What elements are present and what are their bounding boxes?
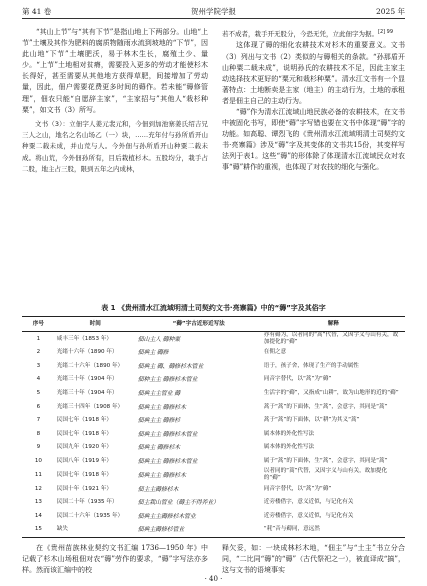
body-paragraph: “其山上节”与“其有下节”是指山地上下两部分。山地“上节”土壤及其作为肥料的腐质物随雨水流到坡地的“下节”，因此山地“下节”土壤肥沃，易于林木生长，腐殖土少、量少。“上节”土地相对贫瘠，需要投入更多的劳动才能使杉木长得好，甚至需要从其他地方获得草肥，间接增加了劳动量，因此，佃户需要花费更多时间的薅作。若未能“薅修管理”，佃农只能“自愿辞主家”，“主家招与”其他人“栽杉种粟”，如文书（3）所写。 [22, 28, 208, 114]
row-date: 光绪十六年（1890 年） [56, 349, 118, 356]
bottom-right-paragraph [222, 543, 405, 576]
body-paragraph: 释欠妥，如：一块成林杉木地，“佃主”与“土主”书立分合同，“二比同“薅”的“薅”（古代祭祀之一），被直译成“搞”，这与文书的语境事实 [222, 544, 405, 575]
row-date: 民国八年（1919 年） [56, 458, 112, 465]
row-variant-form: 佃山主人 薅种粟 [137, 335, 180, 343]
column-header: 解释 [262, 317, 405, 332]
row-explanation: 在佣之意 [263, 349, 287, 356]
row-explanation: 蒿于“蒿”的下面体，生“蒿”，会意字，其同是“蒿” [263, 403, 388, 410]
table-row [22, 414, 405, 428]
table-row [22, 510, 405, 524]
year-label: 2025 年 [376, 7, 405, 16]
citation-ref: [2] 99 [378, 29, 394, 35]
row-date: 民国九年（1920 年） [56, 444, 112, 451]
row-number: 11 [34, 471, 42, 478]
row-number: 6 [36, 403, 41, 410]
row-date: 光绪三十四年（1908 年） [56, 403, 124, 410]
table-row [22, 332, 405, 347]
table-row [22, 428, 405, 442]
table-row [22, 400, 405, 414]
row-number: 4 [36, 376, 41, 383]
row-number: 13 [34, 499, 42, 506]
row-date: 缺失 [55, 523, 136, 537]
row-variant-form: 佃主主薅修杉木 [137, 485, 179, 493]
row-number: 7 [36, 417, 41, 424]
row-date: 光绪三十年（1904 年） [56, 376, 118, 383]
row-date: 光绪二十六年（1890 年） [56, 362, 124, 369]
row-explanation: 近旁楼借字，意义近似，与记化有关 [263, 512, 354, 519]
row-number: 8 [36, 430, 41, 437]
table-caption: 表 1 《贵州清水江流域明清土司契约文书·亮寨篇》中的“薅”字及其俗字 [101, 304, 326, 312]
row-date: 咸丰三年（1853 年） [56, 335, 112, 342]
hao-character-table [22, 316, 405, 538]
left-column [22, 27, 208, 175]
table-row [22, 346, 405, 360]
row-explanation: 属本体的外化性写法 [263, 444, 315, 451]
journal-title: 贺州学院学报 [191, 7, 236, 16]
table-row [22, 373, 405, 387]
column-header: “薅”字古近形近写法 [136, 317, 262, 332]
column-header: 序号 [22, 317, 55, 332]
body-paragraph: 在《贵州苗族林业契约文书汇编 1736—1950 年》中记载了杉木山场租佃对农“薅”劳作的要求，“薅”字写法亦多样。然而该汇编中的校 [22, 544, 208, 575]
row-variant-form: 佃典主主薅修杉木管业 [137, 512, 196, 520]
running-header [22, 5, 405, 19]
row-explanation: 蒿于“蒿”的下面体，以“耕”为其义“蒿” [263, 417, 360, 424]
table-row [22, 387, 405, 401]
table-row [22, 441, 405, 455]
row-explanation: “耗”音与薅同，意远然 [262, 523, 405, 537]
row-variant-form: 佃种主主 薅修杉木管业 [137, 376, 198, 384]
row-variant-form: 佃典主 薅修 [137, 349, 169, 357]
row-explanation: 同音字替代，以“蒿”为“薅” [263, 376, 332, 383]
row-number: 1 [36, 335, 41, 342]
body-paragraph: 这体现了薅的细化农耕技术对杉木的重要意义。文书（3）列出与文书（2）类似的与薅相关的条款。“孙那盾开山种粟二载未成”，说明孙氏的农耕技术不足，因此主家主动选择技术更好的“粟元和栽杉种粟”。清水江文书有一个显著特点：土地断卖是主家（地主）的主动行为，土地的承租者是佃主自己的主动行为。 [222, 41, 405, 105]
row-number: 3 [36, 362, 41, 369]
quote-tail: 若不成者，栽手开无股分，今恐无凭，立此佃字为据。 [222, 30, 378, 39]
table-row [22, 455, 405, 469]
row-explanation: 同音字替代，以“蒿”为“薅” [263, 485, 332, 492]
table-row [22, 523, 405, 537]
row-date: 民国七年（1918 年） [56, 430, 112, 437]
row-variant-form: 佃典主主管业 薅 [137, 390, 180, 398]
page-number: · 40 · [204, 575, 223, 583]
row-explanation: 属于“蒿”的下面体，生“蒿”，会意字，其同是“蒿” [263, 458, 388, 465]
row-variant-form: 佃主栽山管业（薅主不得养业） [137, 499, 219, 507]
table-row [22, 468, 405, 482]
row-explanation: 亦有薅为，以者同的“蒿”代替，又因字义与山有关，故加提化的“薅” [263, 332, 399, 345]
row-number: 5 [36, 390, 41, 397]
table-body [22, 332, 405, 538]
row-date: 民国七年（1918 年） [56, 471, 112, 478]
row-variant-form: 佃典主主 薅修杉木 [137, 403, 186, 411]
row-variant-form: 佃典主 薅、薅修杉木管业 [137, 362, 204, 370]
table-header-row [22, 317, 405, 332]
row-number: 14 [34, 512, 42, 519]
row-explanation: 属本体的外化性写法 [263, 430, 315, 437]
row-date: 民国二十年（1935 年） [56, 499, 118, 506]
row-variant-form: 佃典主主 薅修杉木管业 [137, 430, 198, 438]
row-variant-form: 佃典主主 薅修杉木管业 [137, 458, 198, 466]
document-quote: 文书（3）：立佃字人姜元裴元和，今佃到加池寨姜氏绍吉兄三人之山，地名之名山场乙（一）块，……充年付与孙所盾开山种粟二载未成，并山荒与人。今外佃与孙所盾开山种粟二载未成。将山荒，今外佃孙所有，目后栽植杉木。五股均分，栽手占二股，地主占三股，限到五年之内成林， [22, 119, 208, 173]
row-number: 2 [36, 349, 41, 356]
row-number: 12 [34, 485, 42, 492]
row-variant-form: 佃典主薅修杉管业 [136, 523, 262, 537]
document-quote-continued [222, 27, 405, 40]
bottom-left-paragraph [22, 543, 208, 576]
body-paragraph: “薅”作为清水江流域山地民族必备的农耕技术，在文书中被固化书写，即使“薅”字写错也要在文书中体现“薅”字的功能。如高聪、谭烈飞的《贵州清水江流域明清土司契约文书·亮寨篇》涉及“薅”字及其变体的文书共15份，其变样写法列于表1。这些“薅”的形体除了体现清水江流域民众对农事“薅”耕作的重视，也体现了对农技的细化与强化。 [222, 108, 405, 172]
row-explanation: 语于，孩子舍，体现了生产的手动属性 [263, 362, 359, 369]
row-number: 10 [34, 458, 42, 465]
row-date: 民国十年（1921 年） [56, 485, 112, 492]
row-explanation: 近旁楼借字，意义近似，与记化有关 [263, 499, 354, 506]
row-date: 民国七年（1918 年） [56, 417, 112, 424]
row-variant-form: 佃典主主 薅修杉 [137, 417, 180, 425]
volume-label: 第 41 卷 [22, 7, 52, 16]
table-row [22, 482, 405, 496]
row-number: 15 [22, 523, 55, 537]
row-date: 光绪三十年（1904 年） [56, 390, 118, 397]
table-row [22, 496, 405, 510]
row-number: 9 [36, 444, 41, 451]
row-variant-form: 佃典主主 薅修杉木 [137, 471, 186, 479]
row-explanation: 生活字的“薅”，又指成“山耕”，故为山地形的近的“薅” [263, 390, 399, 397]
column-header: 时间 [55, 317, 136, 332]
row-variant-form: 佃典主 薅修杉木 [137, 444, 180, 452]
row-date: 民国二十六年（1935 年） [56, 512, 124, 519]
right-column [222, 27, 405, 174]
table-row [22, 360, 405, 374]
row-explanation: 以者同的“蒿”代替，又因字义与山有关，故加提化的“薅” [263, 468, 388, 482]
